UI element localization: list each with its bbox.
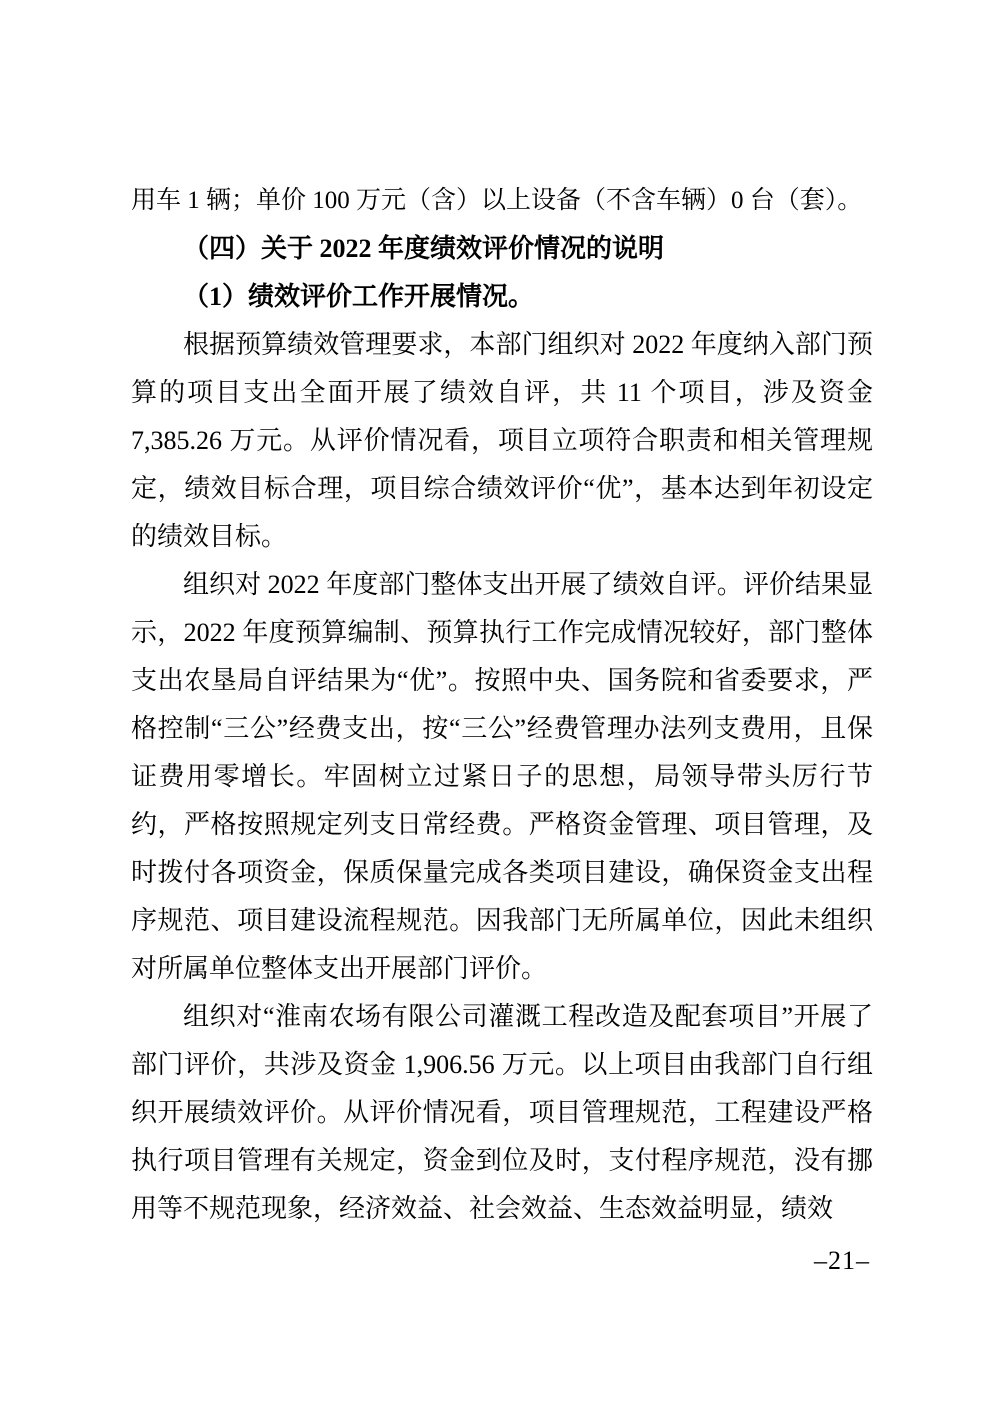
- paragraph-irrigation-project: 组织对“淮南农场有限公司灌溉工程改造及配套项目”开展了部门评价，共涉及资金 1,906.56 万元。以上项目由我部门自行组织开展绩效评价。从评价情况看，项目管理规范，工程建设严格执行项目管理有关规定，资金到位及时，支付程序规范，没有挪用等不规范现象，经济效益、社会效益、生态效益明显，绩效: [131, 1002, 873, 1223]
- paragraph-self-evaluation: 根据预算绩效管理要求，本部门组织对 2022 年度纳入部门预算的项目支出全面开展了绩效自评，共 11 个项目，涉及资金 7,385.26 万元。从评价情况看，项目立项符合职责和相关管理规定，绩效目标合理，项目综合绩效评价“优”，基本达到年初设定的绩效目标。: [131, 330, 873, 551]
- section-heading: （四）关于 2022 年度绩效评价情况的说明: [183, 234, 665, 263]
- page-number: –21–: [814, 1246, 870, 1275]
- paragraph-continuation: 用车 1 辆；单价 100 万元（含）以上设备（不含车辆）0 台（套）。: [131, 187, 863, 214]
- paragraph-overall-expenditure: 组织对 2022 年度部门整体支出开展了绩效自评。评价结果显示，2022 年度预算编制、预算执行工作完成情况较好，部门整体支出农垦局自评结果为“优”。按照中央、国务院和省委要求，严格控制“三公”经费支出，按“三公”经费管理办法列支费用，且保证费用零增长。牢固树立过紧日子的思想，局领导带头厉行节约，严格按照规定列支日常经费。严格资金管理、项目管理，及时拨付各项资金，保质保量完成各类项目建设，确保资金支出程序规范、项目建设流程规范。因我部门无所属单位，因此未组织对所属单位整体支出开展部门评价。: [131, 570, 873, 983]
- document-body: [131, 177, 873, 1233]
- subsection-heading: （1）绩效评价工作开展情况。: [183, 282, 535, 311]
